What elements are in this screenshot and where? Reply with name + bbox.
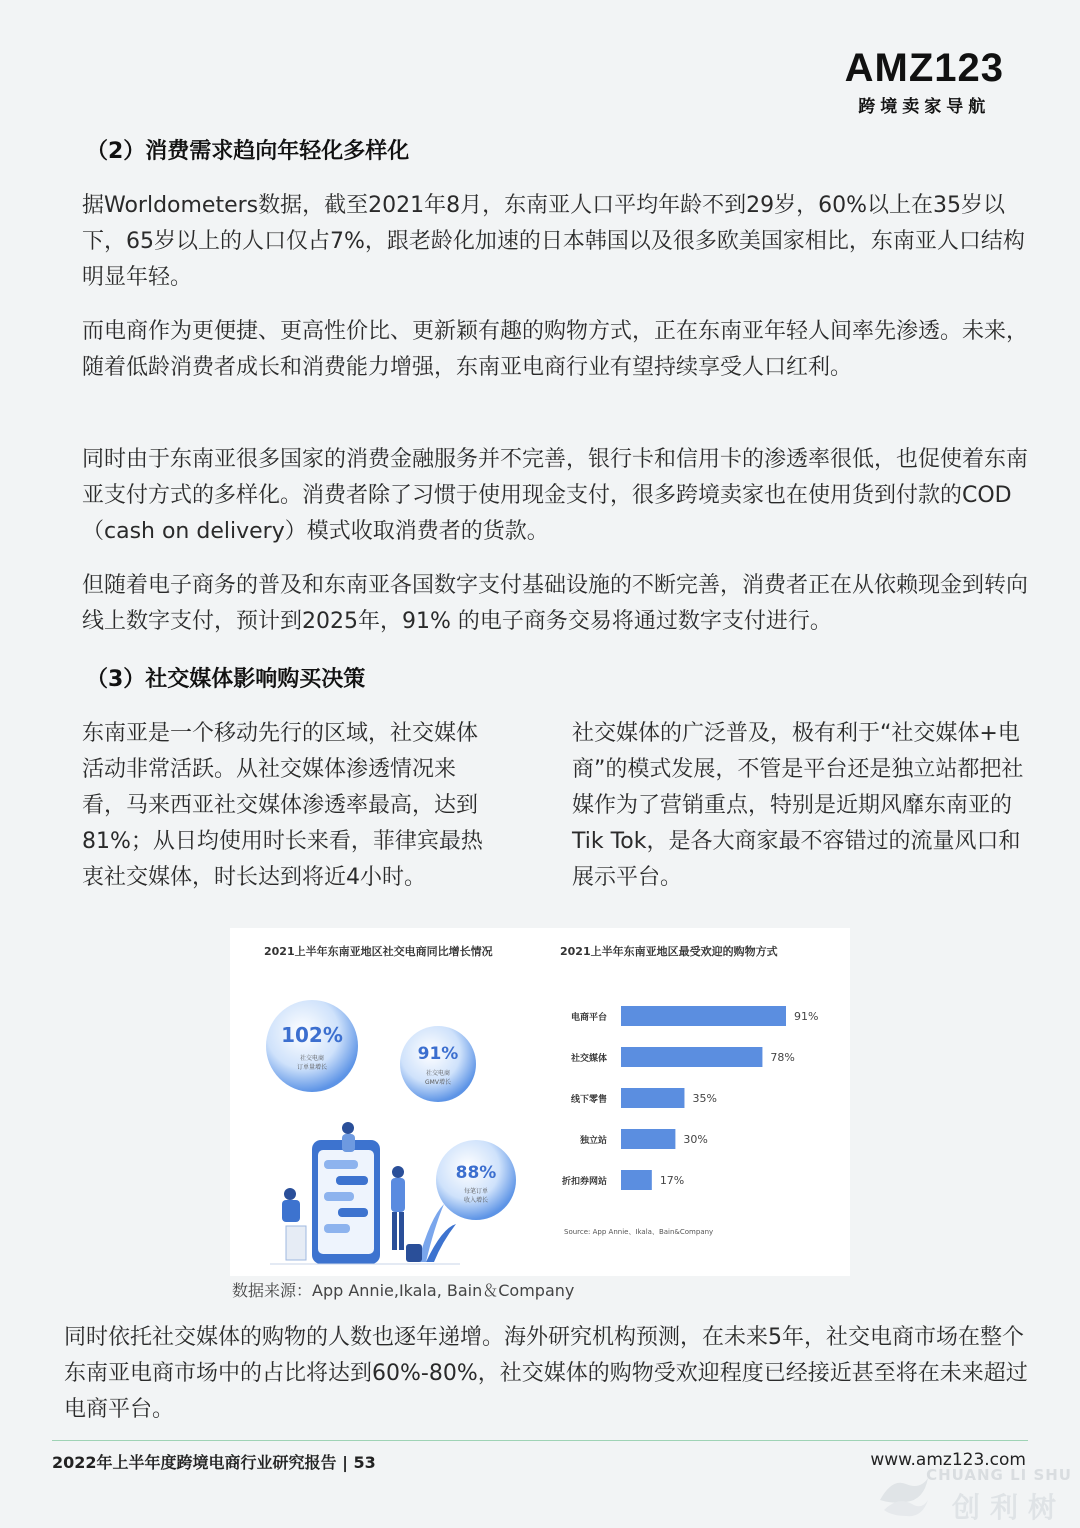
bar-value-label: 91%: [794, 1010, 819, 1023]
watermark-text-chinese: 创利树: [951, 1491, 1066, 1524]
section2-heading: （2）消费需求趋向年轻化多样化: [86, 139, 410, 164]
section3-closing-paragraph: 同时依托社交媒体的购物的人数也逐年递增。海外研究机构预测，在未来5年，社交电商市场在整个东南亚电商市场中的占比将达到60%-80%，社交媒体的购物受欢迎程度已经接近甚至将在未来超过电商平台。: [64, 1325, 1028, 1422]
bar: [621, 1170, 652, 1190]
section3-right-column: 社交媒体的广泛普及，极有利于“社交媒体+电商”的模式发展，不管是平台还是独立站都把社媒作为了营销重点，特别是近期风靡东南亚的Tik Tok，是各大商家最不容错过的流量风口和展示平台。: [572, 721, 1024, 890]
bar: [621, 1047, 762, 1067]
bubble-gmv-label2: GMV增长: [425, 1079, 451, 1086]
bar-value-label: 35%: [692, 1092, 717, 1105]
section3-heading: （3）社交媒体影响购买决策: [86, 667, 366, 692]
bubble-revenue-value: 88%: [455, 1163, 497, 1183]
section2-paragraph-1: 据Worldometers数据，截至2021年8月，东南亚人口平均年龄不到29岁，60%以上在35岁以下，65岁以上的人口仅占7%，跟老龄化加速的日本韩国以及很多欧美国家相比，东南亚人口结构明显年轻。: [82, 193, 1025, 290]
bubble-orders-value: 102%: [281, 1023, 343, 1047]
bubble-revenue-label1: 每笔订单: [463, 1188, 489, 1195]
bubble-revenue: [436, 1140, 516, 1220]
bar-category-label: 独立站: [579, 1136, 607, 1146]
bubble-gmv-label1: 社交电商: [425, 1070, 451, 1077]
bubble-gmv-value: 91%: [417, 1044, 459, 1064]
bar: [621, 1088, 684, 1108]
logo-tagline: 跨境卖家导航: [858, 97, 991, 117]
bar-value-label: 78%: [770, 1051, 795, 1064]
bar-category-label: 社交媒体: [570, 1054, 607, 1064]
figure-caption: 数据来源：App Annie,Ikala, Bain＆Company: [232, 1281, 575, 1300]
bar-category-label: 电商平台: [570, 1013, 607, 1023]
bubble-revenue-label2: 收入增长: [463, 1197, 489, 1204]
bubble-orders-label1: 社交电商: [299, 1055, 325, 1062]
bar-value-label: 17%: [659, 1174, 685, 1187]
left-chart-title: 2021上半年东南亚地区社交电商同比增长情况: [264, 945, 493, 958]
bar: [621, 1129, 675, 1149]
watermark-logo-icon: [876, 1470, 932, 1520]
bubble-orders-label2: 订单量增长: [296, 1064, 328, 1071]
infographic-figure: [230, 928, 850, 1276]
watermark-text-latin: CHUANG LI SHU: [926, 1466, 1072, 1484]
section2-paragraph-4: 但随着电子商务的普及和东南亚各国数字支付基础设施的不断完善，消费者正在从依赖现金到转向线上数字支付，预计到2025年，91% 的电子商务交易将通过数字支付进行。: [82, 573, 1029, 634]
shopping-methods-bar-chart: [561, 1006, 818, 1190]
bar: [621, 1006, 786, 1026]
bubble-gmv: [400, 1026, 476, 1102]
bubble-orders: [266, 1000, 358, 1092]
footer-divider: [52, 1440, 1028, 1441]
infographic-svg: [230, 928, 850, 1276]
infographic-source: Source: App Annie、Ikala、Bain&Company: [564, 1228, 714, 1236]
section2-paragraph-2: 而电商作为更便捷、更高性价比、更新颖有趣的购物方式，正在东南亚年轻人间率先渗透。未来，随着低龄消费者成长和消费能力增强，东南亚电商行业有望持续享受人口红利。: [82, 319, 1029, 380]
section2-paragraph-3: 同时由于东南亚很多国家的消费金融服务并不完善，银行卡和信用卡的渗透率很低，也促使着东南亚支付方式的多样化。消费者除了习惯于使用现金支付，很多跨境卖家也在使用货到付款的COD（cash on delivery）模式收取消费者的货款。: [82, 447, 1029, 544]
footer-website: www.amz123.com: [870, 1450, 1026, 1470]
brand-logo: [845, 48, 1004, 117]
logo-brand: AMZ123: [844, 46, 1004, 90]
bar-category-label: 线下零售: [570, 1095, 607, 1105]
section3-left-column: 东南亚是一个移动先行的区域，社交媒体活动非常活跃。从社交媒体渗透情况来看，马来西亚社交媒体渗透率最高，达到81%；从日均使用时长来看，菲律宾最热衷社交媒体，时长达到将近4小时。: [82, 721, 483, 890]
social-commerce-illustration: [270, 1122, 460, 1264]
bar-category-label: 折扣券网站: [561, 1177, 607, 1187]
footer-report-title: 2022年上半年度跨境电商行业研究报告 | 53: [52, 1453, 376, 1472]
right-chart-title: 2021上半年东南亚地区最受欢迎的购物方式: [560, 945, 778, 958]
bar-value-label: 30%: [683, 1133, 708, 1146]
